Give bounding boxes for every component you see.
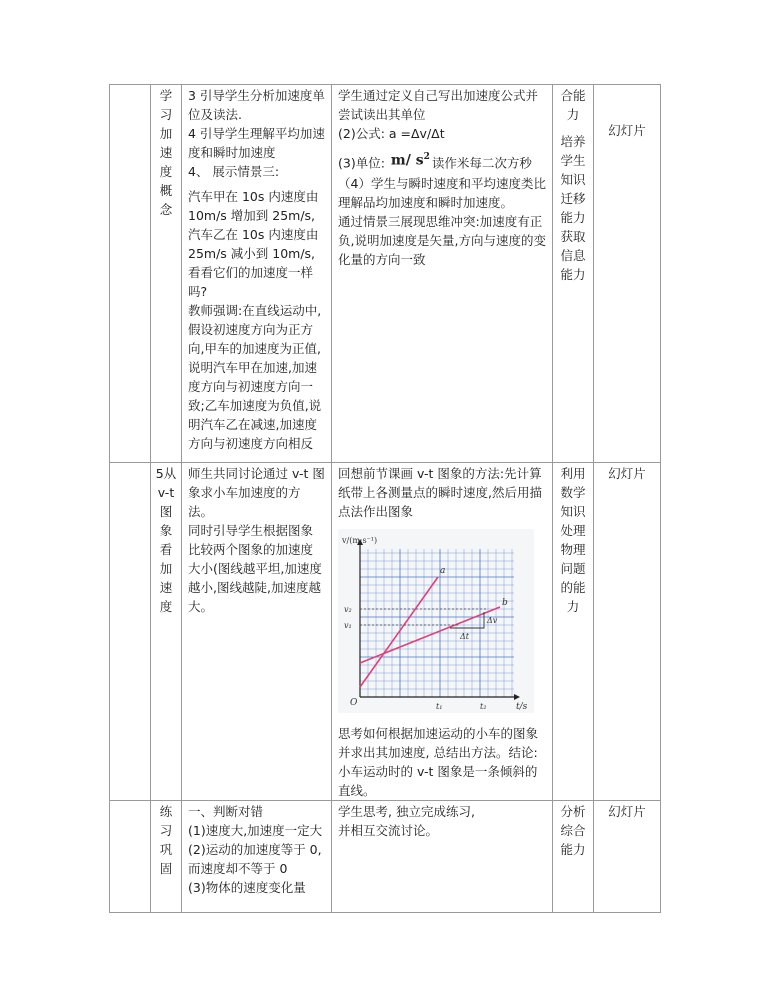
- section-cell: [151, 85, 182, 463]
- t2-label: t₂: [480, 702, 487, 711]
- student-text: 学生通过定义自己写出加速度公式并尝试读出其单位: [338, 88, 539, 122]
- student-text: （4）学生与瞬时速度和平均速度类比理解品均加速度和瞬时加速度。: [338, 175, 546, 210]
- student-text: 并相互交流讨论。: [338, 823, 439, 838]
- teacher-activity-cell: [182, 463, 332, 801]
- teacher-text: 师生共同讨论通过 v-t 图象求小车加速度的方法。: [188, 466, 325, 519]
- teacher-text: 3 引导学生分析加速度单位及读法.: [188, 88, 325, 122]
- section-label: 5从v-t图象看加速度: [155, 466, 177, 614]
- formula-text: (2)公式: a =Δv/Δt: [338, 126, 445, 141]
- teacher-text: (3)物体的速度变化量: [188, 880, 306, 895]
- media-cell: [594, 463, 661, 801]
- student-text: 学生思考, 独立完成练习,: [338, 804, 475, 819]
- delta-t-label: Δt: [460, 632, 469, 641]
- ability-text: 培养学生知识迁移能力获取信息能力: [560, 134, 586, 282]
- media-text: 幻灯片: [608, 123, 646, 138]
- media-cell: [594, 801, 661, 913]
- delta-v-label: Δv: [487, 616, 498, 625]
- ability-cell: [553, 463, 594, 801]
- x-axis-arrow-icon: [514, 694, 520, 700]
- x-axis-label: t/s: [516, 702, 528, 712]
- section-label: 学习加速度概念: [159, 88, 173, 217]
- ability-text: 分析综合能力: [560, 804, 586, 857]
- student-activity-cell: [332, 85, 553, 463]
- v2-label: v₂: [344, 605, 352, 614]
- student-text: 通过情景三展现思维冲突:加速度有正负,说明加速度是矢量,方向与速度的变化量的方向一致: [338, 213, 546, 267]
- line-a-label: a: [440, 566, 446, 576]
- student-text: 回想前节课画 v-t 图象的方法:先计算纸带上各测量点的瞬时速度,然后用描点法作出图象: [338, 466, 542, 519]
- t1-label: t₁: [436, 702, 443, 711]
- line-b: [360, 607, 500, 663]
- teacher-text: 教师强调:在直线运动中,假设初速度方向为正方向,甲车的加速度为正值,说明汽车甲在加速,加速度方向与初速度方向一致;乙车加速度为负值,说明汽车乙在减速,加速度方向与初速度方向相反: [188, 303, 322, 451]
- teacher-text: (1)速度大,加速度一定大: [188, 823, 323, 838]
- origin-label: O: [350, 698, 358, 708]
- ability-text: 合能力: [560, 88, 586, 122]
- media-text: 幻灯片: [608, 466, 646, 481]
- student-activity-cell: [332, 463, 553, 801]
- teacher-activity-cell: [182, 801, 332, 913]
- teacher-text: (2)运动的加速度等于 0,而速度却不等于 0: [188, 842, 322, 876]
- lesson-plan-table: [109, 84, 661, 913]
- student-text: 思考如何根据加速运动的小车的图象并求出其加速度, 总结出方法。结论:小车运动时的 v-t 图象是一条倾斜的直线。: [338, 726, 539, 798]
- teacher-text: 4 引导学生理解平均加速度和瞬时加速度: [188, 126, 325, 160]
- ability-cell: [553, 85, 594, 463]
- blank-cell: [110, 801, 151, 913]
- blank-cell: [110, 85, 151, 463]
- ability-text: 利用数学知识处理物理问题的能力: [560, 466, 586, 614]
- section-cell: [151, 801, 182, 913]
- unit-line: (3)单位: m/ $s^2$ 读作米每二次方秒: [338, 151, 546, 174]
- teacher-text: 4、 展示情景三:: [188, 164, 280, 179]
- teacher-text: 同时引导学生根据图象比较两个图象的加速度大小(图线越平坦,加速度越小,图线越陡,加速度越大。: [188, 523, 322, 614]
- teacher-activity-cell: [182, 85, 332, 463]
- table-row: [110, 463, 661, 801]
- line-b-label: b: [502, 598, 508, 608]
- v1-label: v₁: [344, 621, 352, 630]
- media-text: 幻灯片: [608, 804, 646, 819]
- media-cell: [594, 85, 661, 463]
- teacher-text: 汽车甲在 10s 内速度由 10m/s 增加到 25m/s,汽车乙在 10s 内速度由 25m/s 减小到 10m/s,看看它们的加速度一样吗?: [188, 189, 319, 299]
- teacher-text: 一、判断对错: [188, 804, 264, 819]
- section-label: 练习巩固: [159, 804, 173, 876]
- vt-graph-figure: [338, 529, 534, 713]
- ability-cell: [553, 801, 594, 913]
- unit-symbol: m/ $s^2$: [390, 152, 430, 169]
- line-a: [360, 577, 438, 687]
- blank-cell: [110, 463, 151, 801]
- section-cell: [151, 463, 182, 801]
- table-row: [110, 85, 661, 463]
- y-axis-label: v/(m·s⁻¹): [342, 536, 378, 545]
- table-row: [110, 801, 661, 913]
- student-activity-cell: [332, 801, 553, 913]
